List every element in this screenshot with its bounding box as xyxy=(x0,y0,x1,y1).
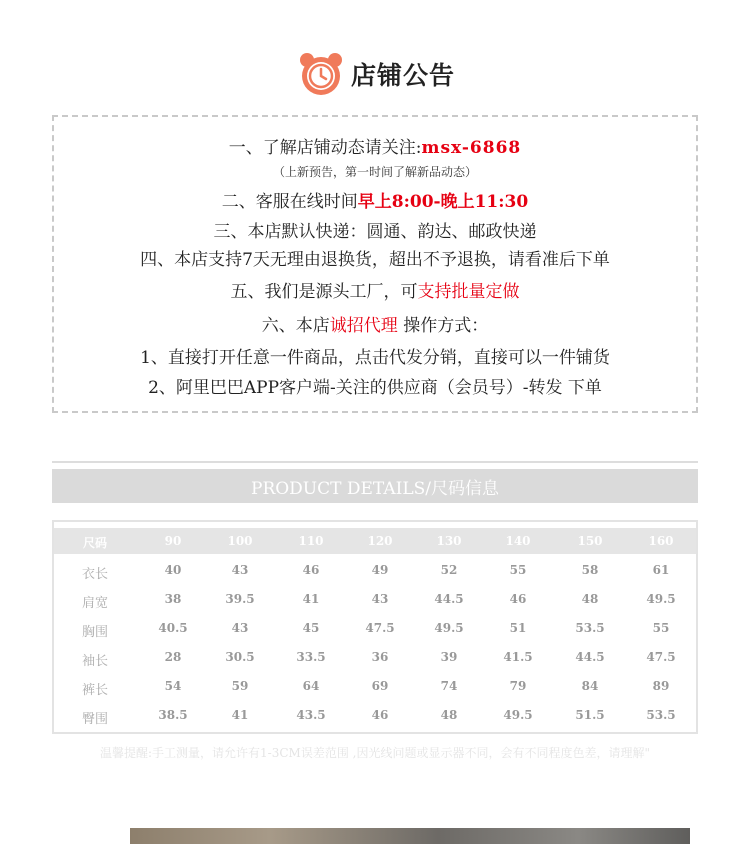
size-cell: 38 xyxy=(164,592,182,606)
size-cell: 46 xyxy=(371,708,389,722)
row-label: 袖长 xyxy=(81,654,108,669)
notice-line-4: 三、本店默认快递：圆通、韵达、邮政快递 xyxy=(213,222,537,242)
measurement-tip: 温馨提醒:手工测量，请允许有1-3CM误差范围 ,因光线问题或显示器不同，会有不同程度色差，请理解" xyxy=(100,746,650,760)
notice-line-3 xyxy=(54,187,696,212)
notice-line-1 xyxy=(54,133,696,158)
size-cell: 84 xyxy=(581,679,599,693)
header-cell: 110 xyxy=(298,534,324,548)
size-cell: 41 xyxy=(231,708,249,722)
size-cell: 44.5 xyxy=(575,650,605,664)
size-cell: 39 xyxy=(440,650,458,664)
size-cell: 89 xyxy=(652,679,670,693)
header-cell: 130 xyxy=(436,534,462,548)
notice-line-3-text: 二、客服在线时间 xyxy=(221,192,358,212)
section-divider xyxy=(52,461,698,463)
row-label: 裤长 xyxy=(81,683,108,698)
size-cell: 48 xyxy=(581,592,599,606)
size-cell: 45 xyxy=(302,621,320,635)
size-cell: 47.5 xyxy=(646,650,676,664)
size-cell: 59 xyxy=(231,679,249,693)
notice-line-7 xyxy=(54,311,696,336)
header-cell: 140 xyxy=(505,534,531,548)
size-cell: 74 xyxy=(440,679,458,693)
size-cell: 33.5 xyxy=(296,650,326,664)
size-cell: 49.5 xyxy=(646,592,676,606)
header-cell: 90 xyxy=(164,534,182,548)
notice-line-7-text-before: 六、本店 xyxy=(261,316,330,336)
notice-line-9: 2、阿里巴巴APP客户端-关注的供应商（会员号）-转发 下单 xyxy=(148,378,602,398)
size-cell: 51.5 xyxy=(575,708,605,722)
size-cell: 43.5 xyxy=(296,708,326,722)
row-label: 胸围 xyxy=(81,625,108,640)
size-cell: 54 xyxy=(164,679,182,693)
size-cell: 43 xyxy=(371,592,389,606)
row-label: 臀围 xyxy=(81,712,108,727)
service-hours: 早上8:00-晚上11:30 xyxy=(357,192,529,212)
size-cell: 52 xyxy=(440,563,458,577)
shop-announcement-header xyxy=(0,44,750,104)
agent-recruit-highlight: 诚招代理 xyxy=(329,316,398,336)
notice-line-6-text: 五、我们是源头工厂，可 xyxy=(230,282,418,302)
size-cell: 38.5 xyxy=(158,708,188,722)
size-cell: 41.5 xyxy=(503,650,533,664)
size-cell: 58 xyxy=(581,563,599,577)
size-cell: 46 xyxy=(509,592,527,606)
size-cell: 47.5 xyxy=(365,621,395,635)
custom-order-highlight: 支持批量定做 xyxy=(417,282,520,302)
size-table-header xyxy=(54,528,696,554)
page-title: 店铺公告 xyxy=(350,61,455,90)
size-cell: 61 xyxy=(652,563,670,577)
size-cell: 55 xyxy=(652,621,670,635)
notice-line-5: 四、本店支持7天无理由退换货，超出不予退换，请看准后下单 xyxy=(140,250,610,270)
size-cell: 53.5 xyxy=(575,621,605,635)
size-cell: 39.5 xyxy=(225,592,255,606)
alarm-clock-icon xyxy=(295,48,347,100)
size-cell: 55 xyxy=(509,563,527,577)
size-cell: 79 xyxy=(509,679,527,693)
size-table xyxy=(52,520,698,734)
size-cell: 49.5 xyxy=(503,708,533,722)
header-cell: 尺码 xyxy=(82,536,107,550)
size-cell: 41 xyxy=(302,592,320,606)
size-cell: 49 xyxy=(371,563,389,577)
size-cell: 40 xyxy=(164,563,182,577)
notice-line-2: （上新预告，第一时间了解新品动态） xyxy=(272,165,477,179)
size-cell: 43 xyxy=(231,563,249,577)
product-details-bar xyxy=(52,469,698,503)
size-cell: 36 xyxy=(371,650,389,664)
size-cell: 43 xyxy=(231,621,249,635)
size-cell: 28 xyxy=(164,650,182,664)
size-cell: 46 xyxy=(302,563,320,577)
notice-line-8: 1、直接打开任意一件商品，点击代发分销，直接可以一件铺货 xyxy=(140,348,610,368)
wechat-id: msx-6868 xyxy=(421,138,522,158)
size-cell: 44.5 xyxy=(434,592,464,606)
notice-line-1-text: 一、了解店铺动态请关注: xyxy=(228,138,422,158)
size-cell: 40.5 xyxy=(158,621,188,635)
size-cell: 30.5 xyxy=(225,650,255,664)
header-cell: 150 xyxy=(577,534,603,548)
row-label: 衣长 xyxy=(81,567,108,582)
header-cell: 160 xyxy=(648,534,674,548)
header-cell: 100 xyxy=(227,534,253,548)
product-photo-strip xyxy=(130,828,690,844)
row-label: 肩宽 xyxy=(81,596,108,611)
notice-line-7-text-after: 操作方式： xyxy=(397,316,489,336)
size-cell: 64 xyxy=(302,679,320,693)
size-cell: 48 xyxy=(440,708,458,722)
size-cell: 53.5 xyxy=(646,708,676,722)
size-cell: 51 xyxy=(509,621,527,635)
product-details-title: PRODUCT DETAILS/尺码信息 xyxy=(251,478,499,499)
notice-line-6 xyxy=(54,277,696,302)
size-cell: 49.5 xyxy=(434,621,464,635)
announcement-box xyxy=(52,115,698,413)
header-cell: 120 xyxy=(367,534,393,548)
size-cell: 69 xyxy=(371,679,389,693)
